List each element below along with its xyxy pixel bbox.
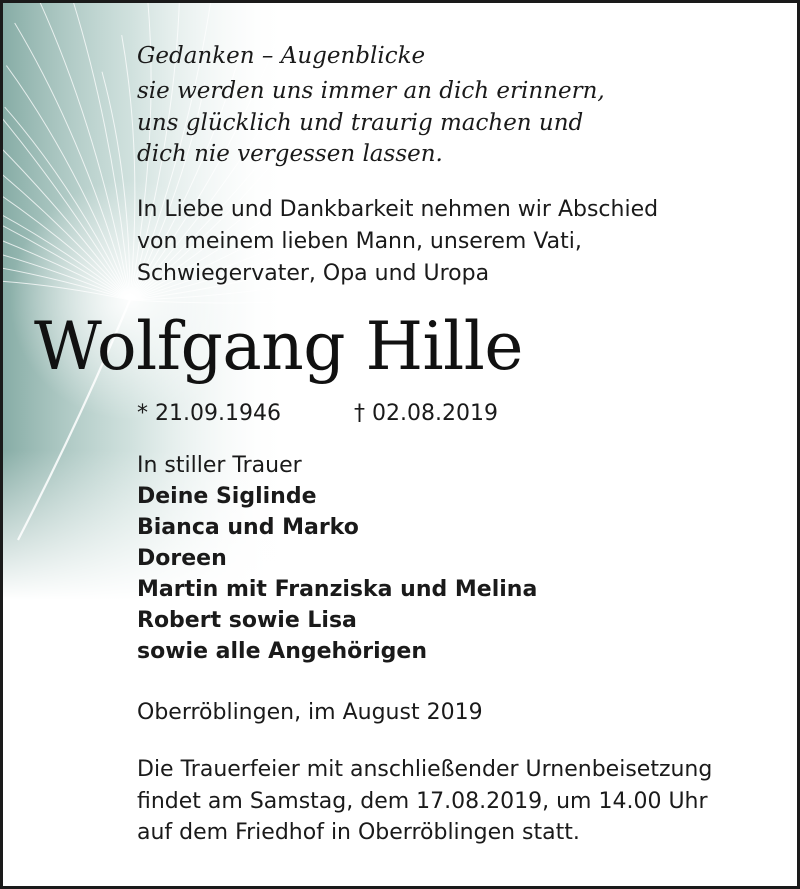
mourner-name: Deine Siglinde	[137, 484, 317, 509]
place-date: Oberröblingen, im August 2019	[137, 700, 483, 725]
poem-line-1: Gedanken – Augenblicke	[137, 43, 426, 69]
intro-line-1: In Liebe und Dankbarkeit nehmen wir Abschied	[137, 197, 659, 222]
mourner-name: Bianca und Marko	[137, 515, 359, 540]
mourner-name: Doreen	[137, 546, 227, 571]
poem-line-3: uns glücklich und traurig machen und	[137, 110, 584, 136]
poem-line-2: sie werden uns immer an dich erinnern,	[137, 78, 605, 104]
mourner-name: sowie alle Angehörigen	[137, 639, 428, 664]
ceremony-line-3: auf dem Friedhof in Oberröblingen statt.	[137, 820, 580, 845]
intro-line-2: von meinem lieben Mann, unserem Vati,	[137, 229, 582, 254]
mourners-heading: In stiller Trauer	[137, 453, 302, 478]
ceremony-line-2: findet am Samstag, dem 17.08.2019, um 14.00 Uhr	[137, 789, 708, 814]
mourner-name: Martin mit Franziska und Melina	[137, 577, 538, 602]
deceased-name: Wolfgang Hille	[34, 308, 523, 385]
poem-line-4: dich nie vergessen lassen.	[137, 141, 443, 167]
mourner-name: Robert sowie Lisa	[137, 608, 357, 633]
birth-date: * 21.09.1946	[137, 401, 281, 426]
intro-line-3: Schwiegervater, Opa und Uropa	[137, 261, 490, 286]
ceremony-line-1: Die Trauerfeier mit anschließender Urnenbeisetzung	[137, 757, 713, 782]
death-date: † 02.08.2019	[354, 401, 498, 426]
